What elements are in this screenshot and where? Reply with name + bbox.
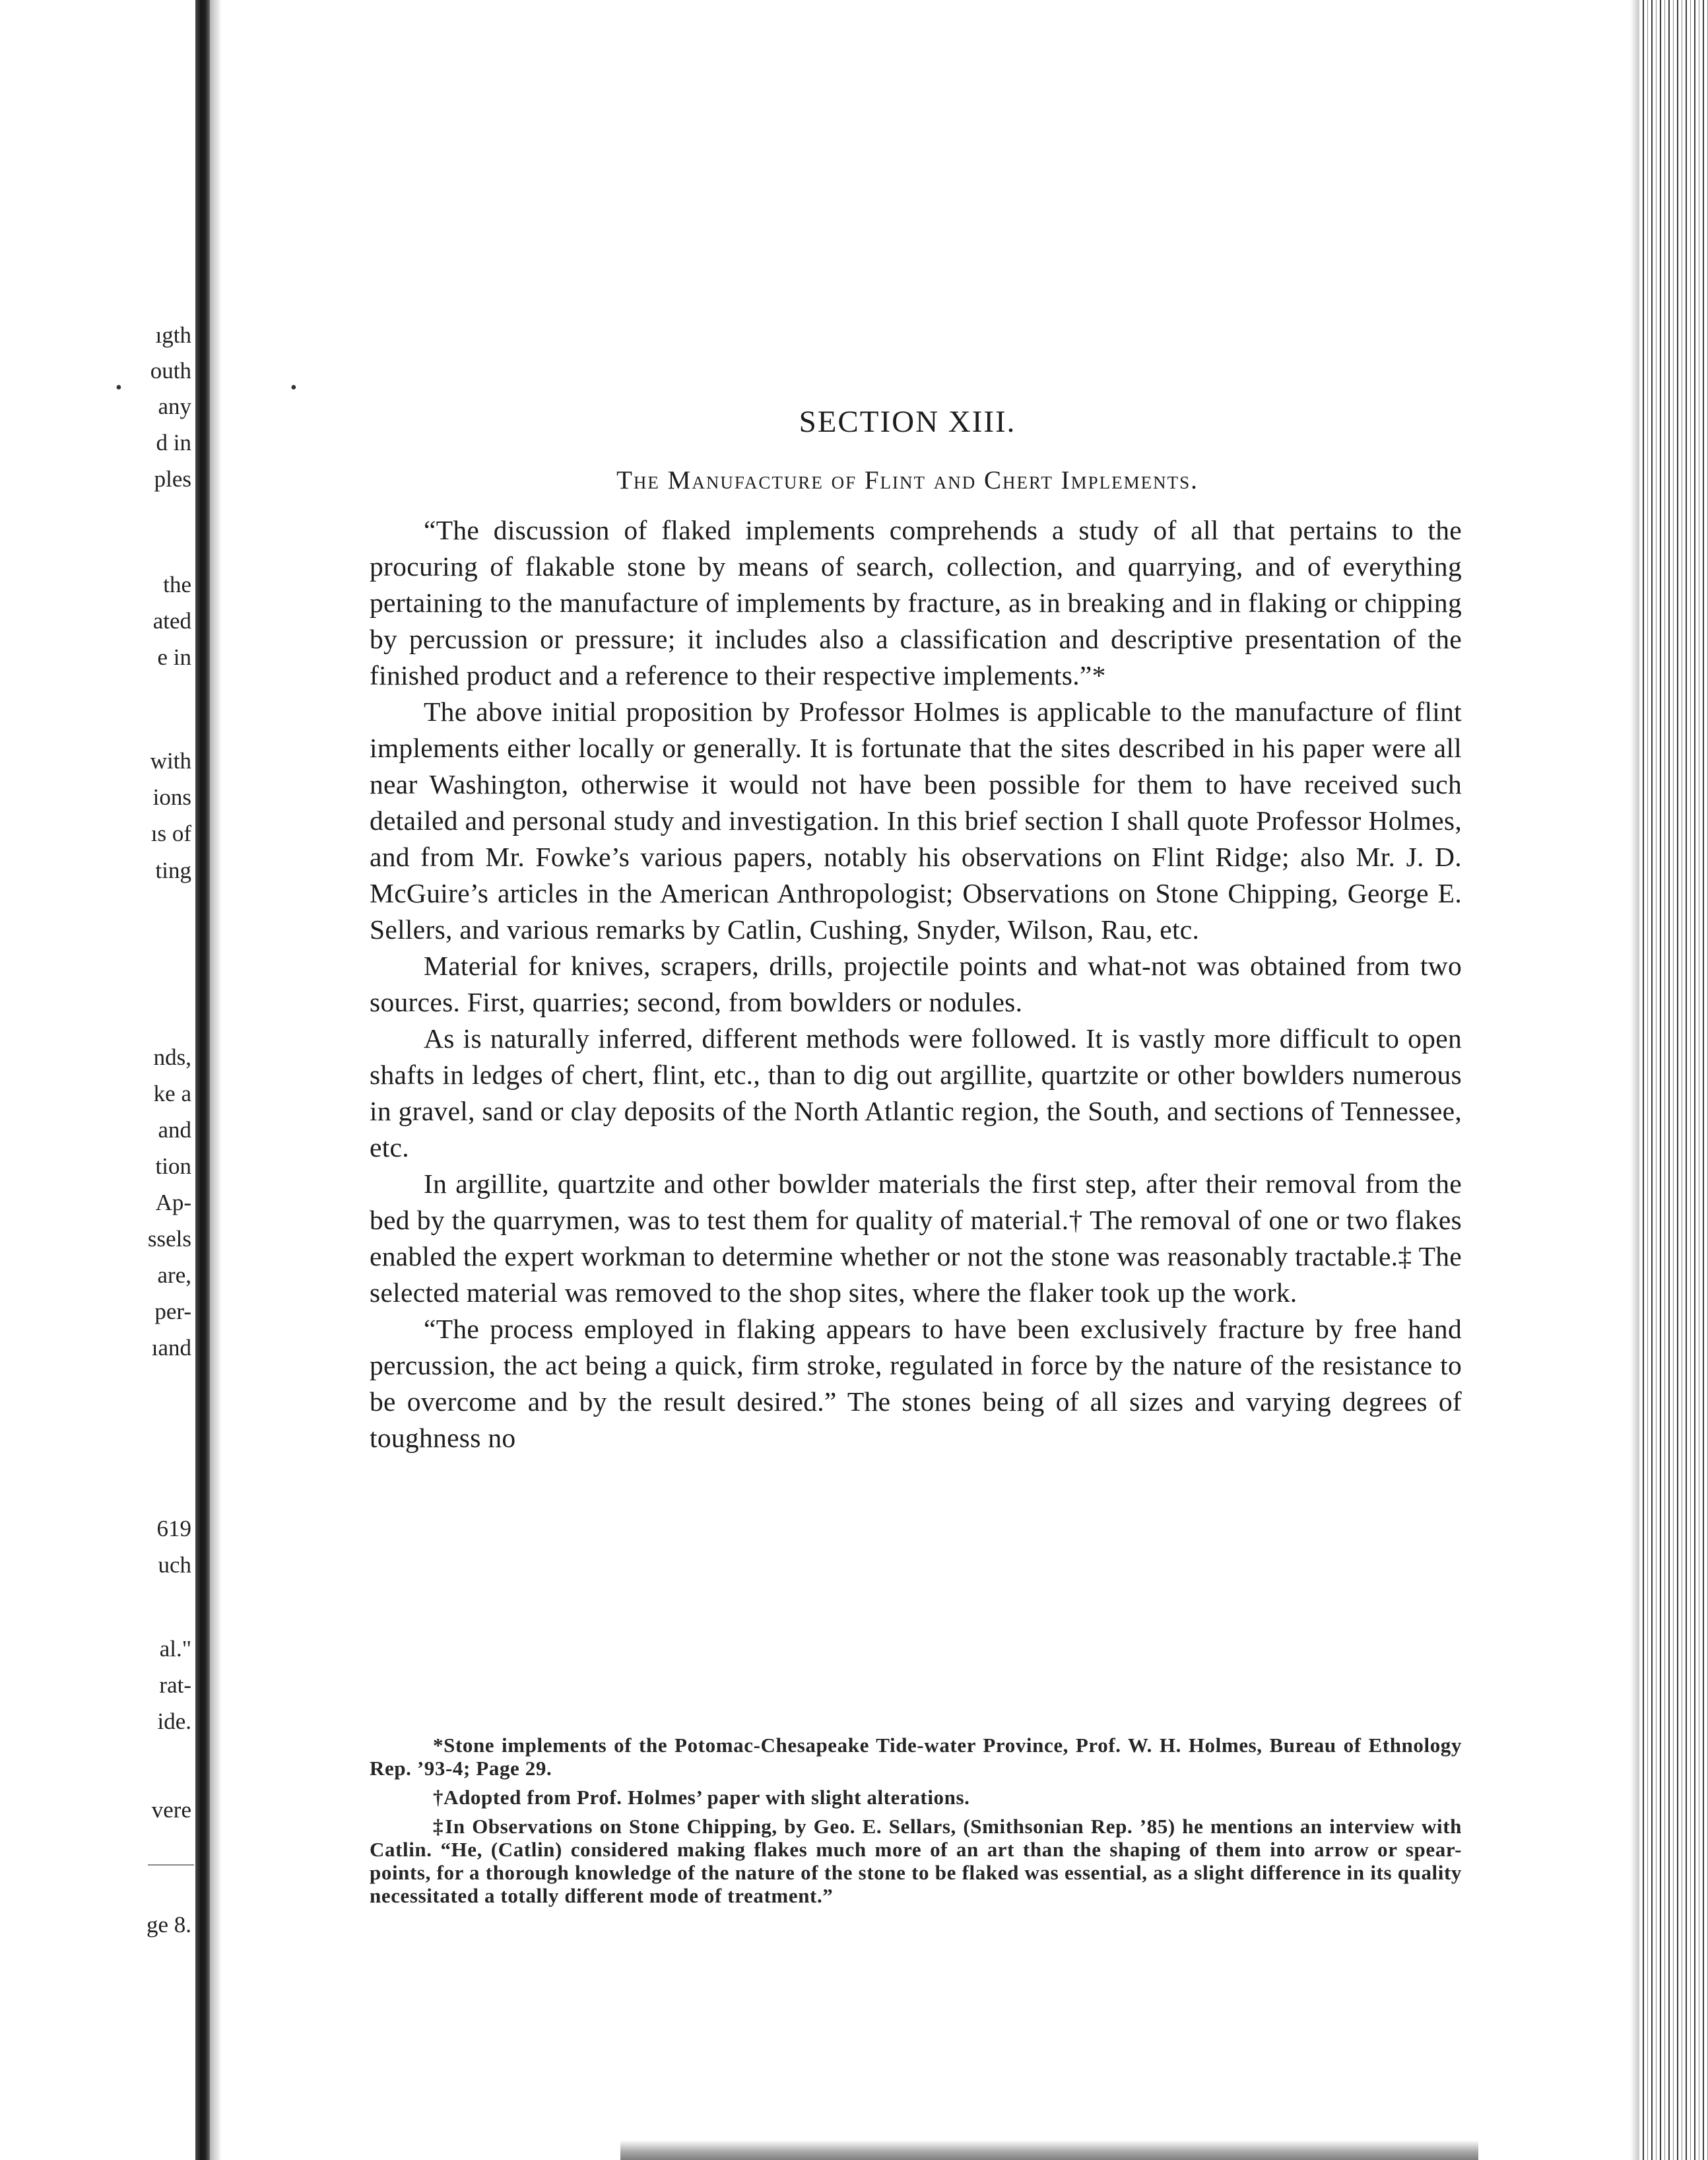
left-page-fragment: nds, (153, 1044, 191, 1070)
left-page-fragment: vere (151, 1797, 191, 1823)
left-page-fragment: ssels (147, 1226, 191, 1252)
footnote: †Adopted from Prof. Holmes’ paper with slight alterations. (433, 1786, 970, 1809)
left-page-fragment: al." (159, 1636, 191, 1662)
left-page-fragment: the (163, 572, 191, 597)
left-page-fragment: Ap- (155, 1190, 191, 1215)
left-page-fragment: ıand (151, 1335, 191, 1361)
left-page-fragment: ples (154, 466, 191, 492)
left-page-fragment: ions (152, 784, 191, 810)
left-page-fragment: are, (157, 1262, 191, 1288)
left-page-fragment: per- (154, 1299, 191, 1324)
paragraph: “The process employed in flaking appears to have been exclusively fracture by free hand percussion, the act being a quick, firm stroke, regulated in force by the nature of the resistance to be overcome and by the result desired.” The stones being of all sizes and varying degrees of toughness no (370, 1314, 1462, 1453)
left-page-fragment: any (158, 393, 191, 419)
paragraph: “The discussion of flaked implements comprehends a study of all that pertains to the procuring of flakable stone by means of search, collection, and quarrying, and of everything pertaining to the manufacture of implements by fracture, as in breaking and in flaking or chipping by percussion or pressure; it includes also a classification and descriptive presentation of the finished product and a reference to their respective implements.”* (370, 515, 1462, 691)
body-text (370, 512, 1462, 1456)
page-edge-stack (1639, 0, 1708, 2160)
footnote: ‡In Observations on Stone Chipping, by Geo. E. Sellars, (Smithsonian Rep. ’85) he mentions an interview with Catlin. “He, (Catlin) considered making flakes much more of an art than the shaping of them into arrow or spear-points, for a thorough knowledge of the nature of the stone to be flaked was essential, as a slight difference in its quality necessitated a totally different mode of treatment.” (370, 1815, 1462, 1907)
left-page-fragment: with (150, 748, 191, 774)
left-page-fragment: 619 (156, 1516, 191, 1541)
left-page-fragment: ıs of (150, 821, 191, 846)
paragraph: As is naturally inferred, different methods were followed. It is vastly more difficult to open shafts in ledges of chert, flint, etc., than to dig out argillite, quartzite or other bowlders numerous in gravel, sand or clay deposits of the North Atlantic region, the South, and sections of Tennessee, etc. (370, 1023, 1462, 1163)
book-gutter (195, 0, 210, 2160)
section-heading: SECTION XIII. (799, 405, 1016, 439)
paragraph: Material for knives, scrapers, drills, projectile points and what-not was obtained from two sources. First, quarries; second, from bowlders or nodules. (370, 951, 1462, 1017)
left-page-fragment: outh (150, 358, 191, 384)
page-edge-shadow (1630, 0, 1639, 2160)
left-page-fragment: ated (152, 608, 191, 634)
left-page-fragment: e in (157, 644, 191, 670)
footnotes (370, 1734, 1462, 1913)
ink-speck: • (290, 378, 297, 398)
left-page-fragment: ge 8. (146, 1912, 191, 1938)
bottom-page-edge (620, 2140, 1478, 2160)
left-page-fragment: rat- (159, 1672, 191, 1698)
paragraph: In argillite, quartzite and other bowlder materials the first step, after their removal from the bed by the quarrymen, was to test them for quality of material.† The removal of one or two flakes enabled the expert workman to determine whether or not the stone was reasonably tractable.‡ The selected material was removed to the shop sites, where the flaker took up the work. (370, 1168, 1462, 1308)
gutter-shadow (210, 0, 222, 2160)
section-title: The Manufacture of Flint and Chert Implements. (616, 466, 1199, 494)
left-page-fragment: uch (158, 1552, 191, 1578)
left-page-rule (148, 1864, 194, 1866)
facing-page-edge (0, 0, 198, 2160)
left-page-fragment: ide. (157, 1708, 191, 1734)
left-page-fragment: ıgth (155, 322, 191, 348)
left-page-fragment: ting (155, 858, 191, 883)
left-page-fragment: ke a (153, 1081, 191, 1106)
left-page-fragment: tion (155, 1153, 191, 1179)
footnote: *Stone implements of the Potomac-Chesapeake Tide-water Province, Prof. W. H. Holmes, Bureau of Ethnology Rep. ’93-4; Page 29. (370, 1734, 1462, 1780)
paragraph: The above initial proposition by Professor Holmes is applicable to the manufacture of flint implements either locally or generally. It is fortunate that the sites described in his paper were all near Washington, otherwise it would not have been possible for them to have received such detailed and personal study and investigation. In this brief section I shall quote Professor Holmes, and from Mr. Fowke’s various papers, notably his observations on Flint Ridge; also Mr. J. D. McGuire’s articles in the American Anthropologist; Observations on Stone Chipping, George E. Sellers, and various remarks by Catlin, Cushing, Snyder, Wilson, Rau, etc. (370, 696, 1462, 945)
left-page-fragment: and (158, 1117, 191, 1143)
ink-speck: • (115, 378, 122, 398)
left-page-fragment: d in (156, 430, 191, 456)
